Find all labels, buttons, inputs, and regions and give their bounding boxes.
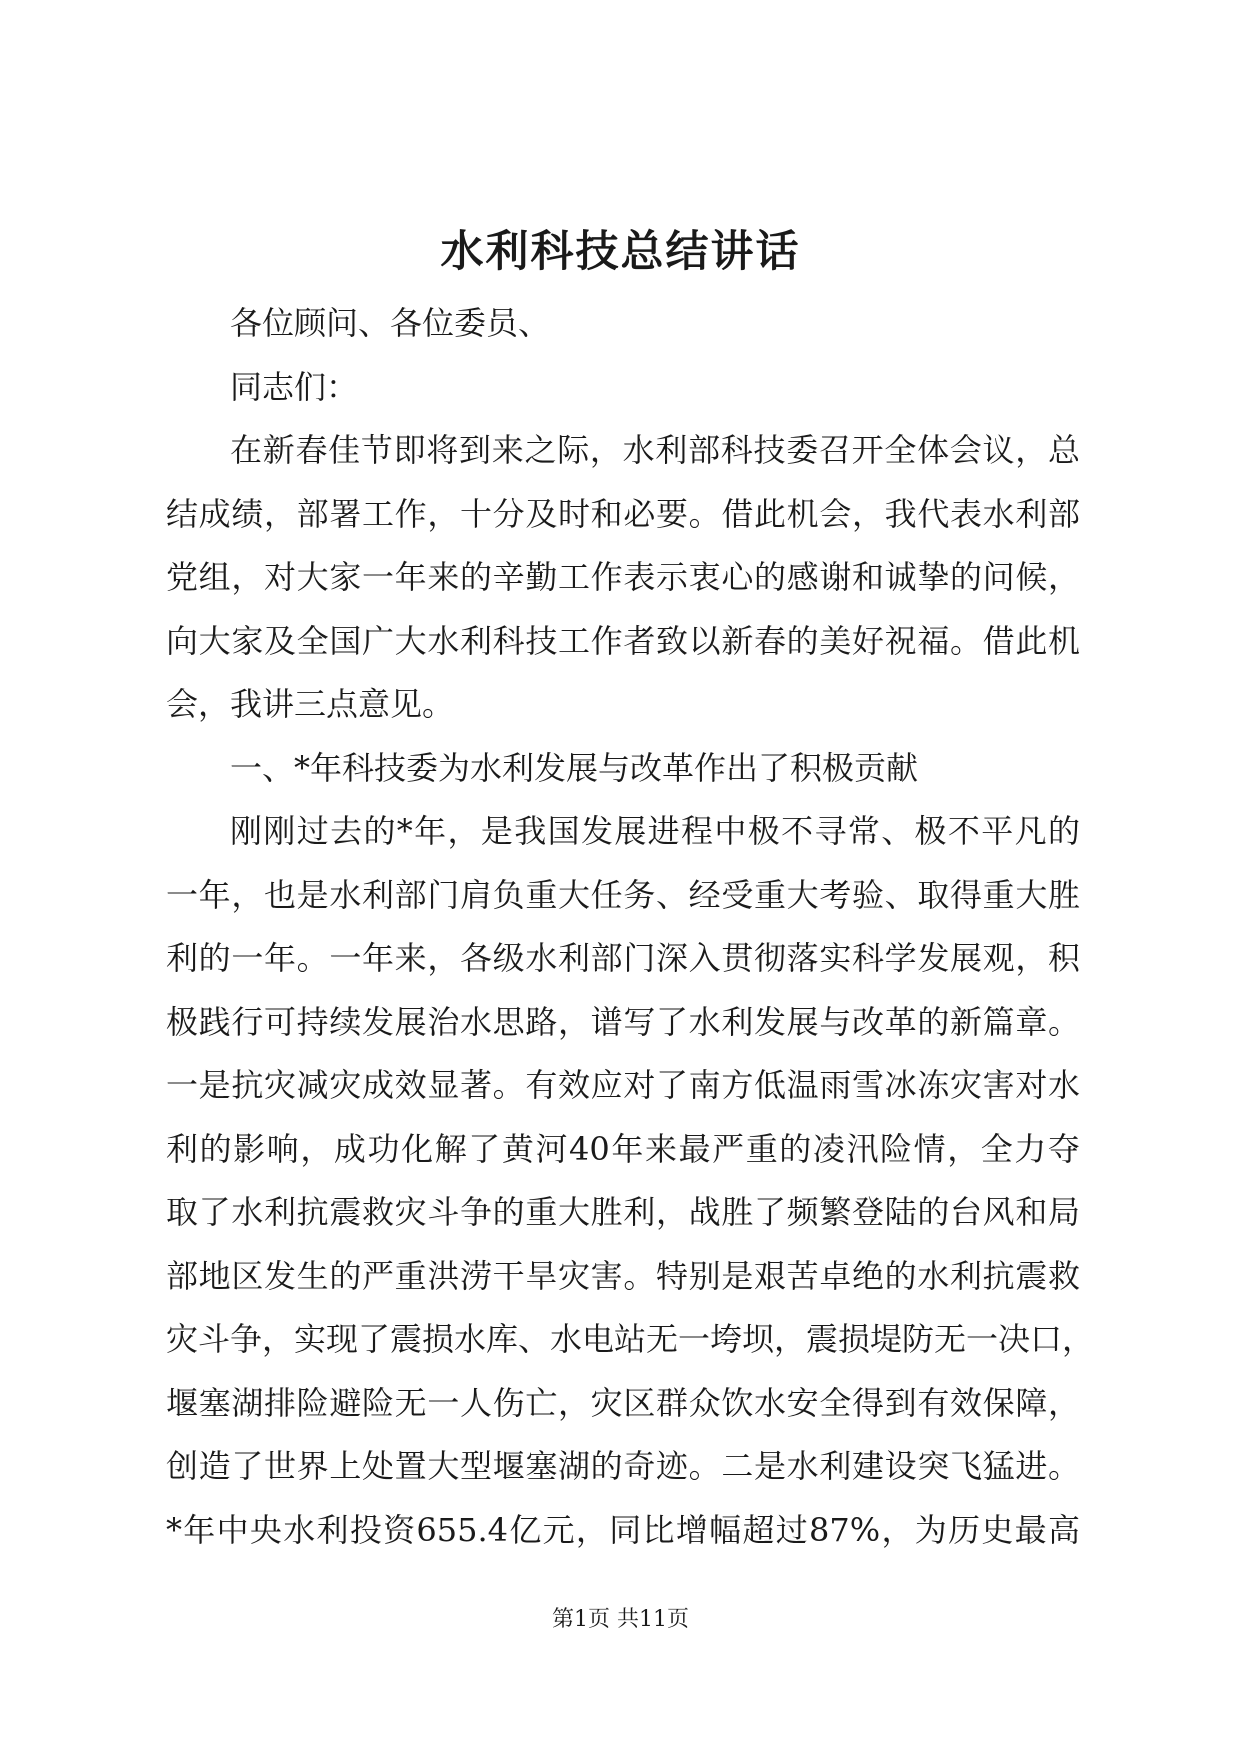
document-body	[166, 292, 1095, 1562]
paragraph-line: 在新春佳节即将到来之际，水利部科技委召开全体会议，总	[230, 431, 1080, 469]
page-footer: 第1页 共11页	[552, 1607, 689, 1632]
paragraph-line: 一年，也是水利部门肩负重大任务、经受重大考验、取得重大胜	[166, 875, 1080, 914]
paragraph-line: 创造了世界上处置大型堰塞湖的奇迹。二是水利建设突飞猛进。	[166, 1447, 1080, 1485]
section-heading: 一、*年科技委为水利发展与改革作出了积极贡献	[230, 748, 919, 787]
paragraph-line: 刚刚过去的*年，是我国发展进程中极不寻常、极不平凡的	[230, 812, 1080, 850]
document-title: 水利科技总结讲话	[440, 227, 801, 277]
paragraph-line: 利的影响，成功化解了黄河40年来最严重的凌汛险情，全力夺	[166, 1129, 1080, 1168]
salutation-line: 同志们：	[230, 367, 359, 406]
paragraph-line: 向大家及全国广大水利科技工作者致以新春的美好祝福。借此机	[166, 621, 1080, 660]
paragraph-line: 党组，对大家一年来的辛勤工作表示衷心的感谢和诚挚的问候，	[166, 558, 1080, 596]
paragraph-line: 一是抗灾减灾成效显著。有效应对了南方低温雨雪冰冻灾害对水	[166, 1066, 1080, 1104]
paragraph-line: 部地区发生的严重洪涝干旱灾害。特别是艰苦卓绝的水利抗震救	[166, 1256, 1080, 1295]
paragraph-line: 极践行可持续发展治水思路，谱写了水利发展与改革的新篇章。	[166, 1002, 1080, 1041]
paragraph-line: 堰塞湖排险避险无一人伤亡，灾区群众饮水安全得到有效保障，	[166, 1383, 1080, 1422]
paragraph-line: 灾斗争，实现了震损水库、水电站无一垮坝，震损堤防无一决口，	[166, 1320, 1095, 1358]
paragraph-line: 会，我讲三点意见。	[166, 685, 455, 723]
paragraph-line: 利的一年。一年来，各级水利部门深入贯彻落实科学发展观，积	[166, 939, 1080, 977]
paragraph-line: 取了水利抗震救灾斗争的重大胜利，战胜了频繁登陆的台风和局	[166, 1193, 1080, 1231]
salutation-line: 各位顾问、各位委员、	[230, 304, 551, 342]
paragraph-line: *年中央水利投资655.4亿元，同比增幅超过87%，为历史最高	[166, 1510, 1080, 1549]
paragraph-line: 结成绩，部署工作，十分及时和必要。借此机会，我代表水利部	[166, 494, 1080, 533]
